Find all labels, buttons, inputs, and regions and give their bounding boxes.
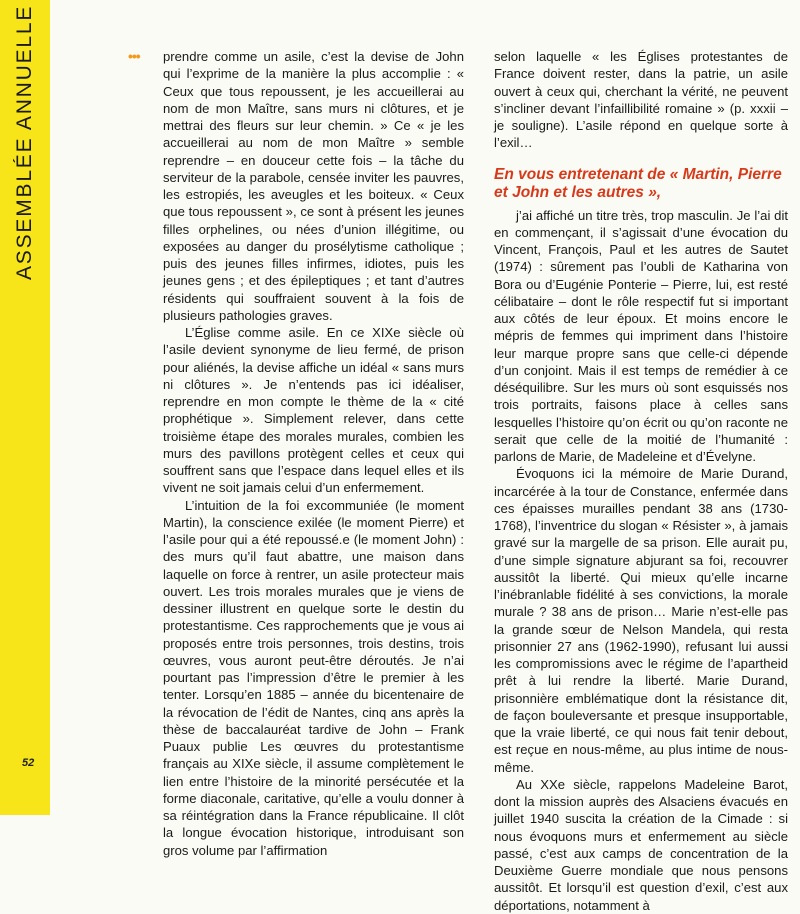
left-column	[163, 48, 464, 858]
section-title: ASSEMBLÉE ANNUELLE	[13, 4, 36, 280]
subheading: En vous entretenant de « Martin, Pierre et John et les autres »,	[494, 165, 782, 201]
bullet-ornament-icon: •••	[128, 48, 140, 64]
paragraph: L’Église comme asile. En ce XIXe siècle où l’asile devient synonyme de lieu fermé, de prison pour aliénés, la devise affiche un idéal « sans murs ni clôtures ». Je n’entends pas ici idéaliser, reprendre en mon compte le thème de la « cité prophétique ». Simplement relever, dans cette troisième étape des morales murales, combien les murs des pavillons protègent celles et ceux qui souffrent sans que l’espace dans lequel elles et ils vivent ne soit jamais celui d’un enfermement.	[163, 325, 464, 496]
page-number: 52	[22, 757, 35, 769]
paragraph: Évoquons ici la mémoire de Marie Durand, incarcérée à la tour de Constance, enfermée dans ces épaisses murailles pendant 38 ans (1730-1768), l’inventrice du slogan « Résister », à jamais gravé sur la margelle de sa prison. Elle aurait pu, d’une simple signature abjurant sa foi, recouvrer aussitôt la liberté. Qui mieux qu’elle incarne l’inébranlable fidélité à ses convictions, la morale murale ? 38 ans de prison… Marie n’est-elle pas la grande sœur de Nelson Mandela, qui resta prisonnier 27 ans (1962-1990), refusant lui aussi les compromissions avec le régime de l’apartheid prêt à lui rendre la liberté. Marie Durand, prisonnière emblématique dont la résistance dit, de façon bouleversante et presque insupportable, que la vraie liberté, ce qui nous fait tenir debout, est reçue en nous-même, au plus intime de nous-même.	[494, 466, 788, 775]
paragraph: j’ai affiché un titre très, trop masculin. Je l’ai dit en commençant, il s’agissait d’une évocation du Vincent, François, Paul et les autres de Sautet (1974) : sûrement pas l’oubli de Katharina von Bora ou d’Eugénie Ponterie – Pierre, lui, est resté célibataire – dont le rôle respectif fut si important aux côtés de leur époux. Et moins encore le mépris de femmes qui impriment dans l’histoire leur marque propre sans que celle-ci dépende d’un conjoint. Mais il est temps de remédier à ce déséquilibre. Sur les murs où sont esquissés nos trois portraits, faisons place à celles sans lesquelles l’histoire qu’on écrit ou qu’on raconte ne serait que celle de la moitié de l’humanité : parlons de Marie, de Madeleine et d’Évelyne.	[494, 207, 788, 464]
right-column	[494, 48, 788, 913]
paragraph: selon laquelle « les Églises protestantes de France doivent rester, dans la patrie, un asile ouvert à ceux qui, cherchant la vérité, ne peuvent s’incliner devant l’infaillibilité romaine » (p. xxxii – je souligne). L’asile répond en quelque sorte à l’exil…	[494, 49, 788, 151]
side-banner	[0, 0, 50, 815]
paragraph: prendre comme un asile, c’est la devise de John qui l’exprime de la manière la plus accomplie : « Ceux que tous repoussent, je les accueillerai au nom de mon Maître, sans murs ni clôtures, et je mettrai des fleurs sur leur chemin. » Ce « je les accueillerai au nom de mon Maître » semble reprendre – en douceur cette fois – la tâche du serviteur de la parabole, censée inviter les pauvres, les estropiés, les aveugles et les boiteux. « Ceux que tous repoussent », ce sont à présent les jeunes filles orphelines, ou nées d’union illégitime, ou exposées au danger du prosélytisme catholique ; puis des jeunes filles infirmes, idiotes, puis les jeunes gens ; et des épileptiques ; et tant d’autres résidents qui souffraient souvent à la fois de plusieurs pathologies graves.	[163, 49, 464, 323]
paragraph: L’intuition de la foi excommuniée (le moment Martin), la conscience exilée (le moment Pierre) et l’asile pour qui a été repoussé.e (le moment John) : des murs qu’il faut abattre, une maison dans laquelle on force à rentrer, un asile protecteur mais ouvert. Les trois morales murales que je viens de dessiner illustrent en quelque sorte le destin du protestantisme. Ces rapprochements que je vous ai proposés entre trois personnes, trois destins, trois œuvres, vous auront peut-être déroutés. Je n’ai pourtant pas l’impression d’être le premier à les tenter. Lorsqu’en 1885 – année du bicentenaire de la révocation de l’édit de Nantes, cinq ans après la thèse de baccalauréat tardive de John – Frank Puaux publie Les œuvres du protestantisme français au XIXe siècle, il assume complètement le lien entre l’histoire de la minorité persécutée et la forme diaconale, caritative, qu’elle a voulu donner à sa réintégration dans la France républicaine. Il clôt la longue évocation historique, introduisant son gros volume par l’affirmation	[163, 497, 464, 858]
paragraph: Au XXe siècle, rappelons Madeleine Barot, dont la mission auprès des Alsaciens évacués en juillet 1940 suscita la création de la Cimade : si nous évoquons murs et enfermement au siècle passé, c’est aux camps de concentration de la Deuxième Guerre mondiale que nous pensons aussitôt. Et lorsqu’il est question d’exil, c’est aux déportations, notamment à	[494, 776, 788, 913]
